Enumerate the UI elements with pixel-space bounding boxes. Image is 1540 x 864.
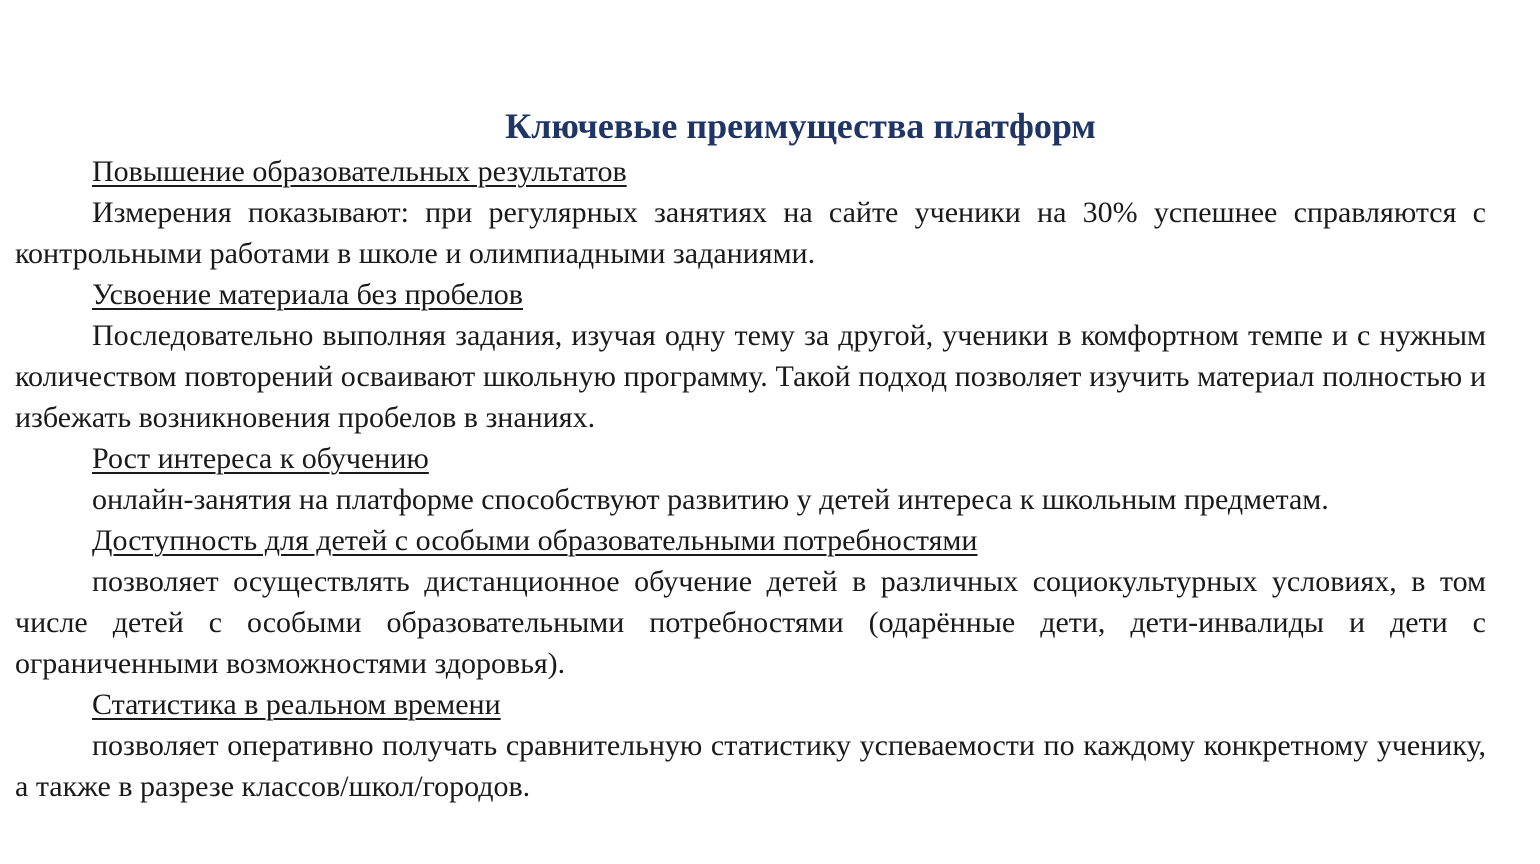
section-heading: Доступность для детей с особыми образовательными потребностями: [92, 524, 978, 557]
page-title: Ключевые преимущества платформ: [505, 106, 1096, 146]
section-text: Последовательно выполняя задания, изучая одну тему за другой, ученики в комфортном темпе и с нужным количеством повторений осваивают школьную программу. Такой подход позволяет изучить материал полностью и избежать возникновения пробелов в знаниях.: [15, 319, 1486, 434]
section-material-mastery: [15, 274, 1486, 438]
slide-content: [15, 151, 1486, 807]
section-realtime-statistics: [15, 684, 1486, 807]
section-text: позволяет осуществлять дистанционное обучение детей в различных социокультурных условиях, в том числе детей с особыми образовательными потребностями (одарённые дети, дети-инвалиды и дети с ограниченными возможностями здоровья).: [15, 565, 1486, 680]
section-text: онлайн-занятия на платформе способствуют развитию у детей интереса к школьным предметам.: [92, 483, 1329, 516]
slide: [15, 0, 1486, 864]
section-text: Измерения показывают: при регулярных занятиях на сайте ученики на 30% успешнее справляются с контрольными работами в школе и олимпиадными заданиями.: [15, 196, 1486, 270]
section-education-results: [15, 151, 1486, 274]
section-heading: Усвоение материала без пробелов: [92, 278, 523, 311]
section-heading: Повышение образовательных результатов: [92, 155, 627, 188]
section-heading: Статистика в реальном времени: [92, 688, 501, 721]
section-learning-interest: [15, 438, 1486, 520]
section-heading: Рост интереса к обучению: [92, 442, 429, 475]
section-accessibility: [15, 520, 1486, 684]
section-text: позволяет оперативно получать сравнительную статистику успеваемости по каждому конкретному ученику, а также в разрезе классов/школ/городов.: [15, 729, 1486, 803]
